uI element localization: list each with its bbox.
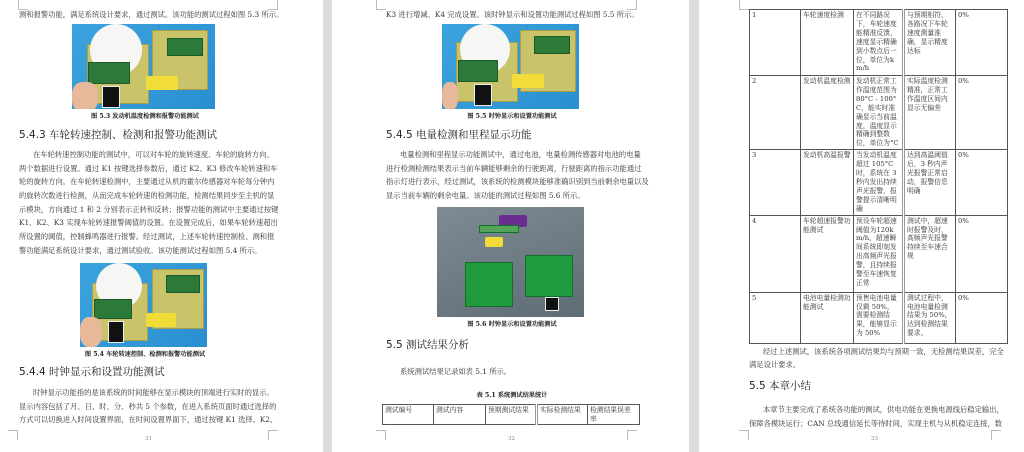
page-31 xyxy=(0,0,323,452)
text-line: 两个数据进行设置。通过 K1 按键选择参数后，通过 K2、K3 修改车轮转速和车 xyxy=(19,163,278,173)
text-line: 本章节主要完成了系统各功能的测试，供电功能在更换电源线后稳定输出， xyxy=(763,404,1004,414)
section-heading: 5.5 本章小结 xyxy=(749,379,812,392)
table-row xyxy=(750,150,1008,215)
page-gap xyxy=(323,0,332,452)
margin-corner xyxy=(376,0,386,10)
figure-5-5-photo xyxy=(442,24,579,109)
figure-5-6-photo xyxy=(437,207,584,317)
page-number: 32 xyxy=(508,436,515,442)
table-row xyxy=(750,292,1008,343)
figure-caption: 图 5.4 车轮转速控制、检测和报警功能测试 xyxy=(84,350,206,358)
figure-caption: 图 5.6 时钟显示和设置功能测试 xyxy=(467,320,557,328)
text-line: 满足设计要求。 xyxy=(749,360,801,370)
table-header-cell: 测试内容 xyxy=(434,404,486,425)
table-cell-id: 4 xyxy=(750,215,801,292)
table-row xyxy=(750,76,1008,150)
table-cell-error: 0% xyxy=(956,292,1008,343)
page-33-content xyxy=(749,0,1007,430)
table-cell-error: 0% xyxy=(956,76,1008,150)
paragraph xyxy=(386,148,649,203)
table-cell-actual: 测试过程中，电池电量检测结果为 50%，达到检测结果要求。 xyxy=(904,292,956,343)
paragraph xyxy=(19,386,278,427)
table-title: 表 5.1 系统测试结果统计 xyxy=(476,391,548,399)
text-line: 保障各模块运行；CAN 总线通信延长等待时间，实现主机与从机稳定连接，数 xyxy=(749,418,1003,428)
results-table-header xyxy=(382,404,640,426)
table-cell-error: 0% xyxy=(956,150,1008,215)
section-heading: 5.4.5 电量检测和里程显示功能 xyxy=(386,128,532,141)
body-text: 测和报警功能，满足系统设计要求，通过测试。该功能的测试过程如图 5.3 所示。 xyxy=(19,10,284,19)
table-cell-error: 0% xyxy=(956,10,1008,76)
margin-corner xyxy=(739,0,749,10)
table-cell-content: 发动机高温报警 xyxy=(801,150,854,215)
table-header-cell: 检测结果误差率 xyxy=(588,404,640,425)
table-cell-id: 2 xyxy=(750,76,801,150)
margin-corner xyxy=(268,430,278,440)
table-cell-content: 车轮超速报警功能测试 xyxy=(801,215,854,292)
section-heading: 5.5 测试结果分析 xyxy=(386,338,470,351)
page-31-content xyxy=(19,0,284,427)
page-33 xyxy=(699,0,1024,452)
table-cell-actual: 与预期相符，各路况下车轮速度测量准确，显示精度达标 xyxy=(904,10,956,76)
figure-5-4-photo xyxy=(80,263,207,347)
table-row xyxy=(750,215,1008,292)
results-table xyxy=(749,9,1008,344)
text-line: 示模块，方向通过 1 和 2 分别表示正转和反转；报警功能的测试中主要通过按键 xyxy=(19,204,279,214)
table-cell-content: 发动机温度检测 xyxy=(801,76,854,150)
page-32 xyxy=(332,0,689,452)
body-text: K3 进行增减、K4 完成设置。该时钟显示和设置功能测试过程如图 5.5 所示。 xyxy=(386,10,639,19)
table-row xyxy=(750,10,1008,76)
table-cell-expected: 预售电池电量仅剩 50%，需要检测结果，能够显示为 50% xyxy=(854,292,904,343)
table-header-cell: 预期测试结果 xyxy=(486,404,537,425)
table-cell-content: 电池电量检测功能测试 xyxy=(801,292,854,343)
figure-caption: 图 5.5 时钟显示和设置功能测试 xyxy=(467,112,557,120)
page-number: 33 xyxy=(871,436,878,442)
text-line: 显示内容包括了月、日、时、分、秒共 5 个参数，在进入系统页面时通过选择的 xyxy=(19,401,277,411)
text-line: 显示当前车辆的剩余电量。该功能的测试过程如图 5.6 所示。 xyxy=(386,191,585,201)
paragraph xyxy=(749,345,1007,372)
text-line: 经过上述测试，该系统各项测试结果均与预期一致，无检测结果误差，完全 xyxy=(763,346,1004,356)
table-header-cell: 测试编号 xyxy=(383,404,434,425)
table-cell-id: 3 xyxy=(750,150,801,215)
paragraph xyxy=(749,403,1007,430)
section-heading: 5.4.4 时钟显示和设置功能测试 xyxy=(19,365,165,378)
text-line: 所设置的阈值，控制蜂鸣器进行报警。经过测试，上述车轮转速控制检、测和报 xyxy=(19,232,275,242)
text-line: K1、K2、K3 实现车轮转速报警阈值的设置。在设置完成后，如果车轮转速超出 xyxy=(19,218,278,228)
table-cell-actual: 测试中，超速时报警及时，高频声光报警持续至车速合规 xyxy=(904,215,956,292)
page-32-content xyxy=(385,0,649,425)
table-cell-expected: 在不同路况下，车轮速度能精准反馈，速度显示精确到小数点后一位，单位为km/h xyxy=(854,10,904,76)
margin-corner xyxy=(627,430,637,440)
paragraph xyxy=(19,148,279,258)
table-cell-error: 0% xyxy=(956,215,1008,292)
page-number: 31 xyxy=(145,436,152,442)
text-line: 时钟显示功能指的是该系统的时间能够在显示模块的顶端进行实时的显示。 xyxy=(33,387,274,397)
text-line: 轮的旋转方向。在车轮转速检测中，主要通过从机的霍尔传感器对车轮每分钟内 xyxy=(19,177,275,187)
table-cell-actual: 达到高温阈值后，3 秒内声光报警正常启动，报警信息明确 xyxy=(904,150,956,215)
table-header-cell: 实际检测结果 xyxy=(537,404,588,425)
page-gap xyxy=(689,0,699,452)
text-line: 方式可以切换进入时间设置界面，在时间设置界面下，通过按键 K1 选择、K2、 xyxy=(19,415,278,425)
figure-5-3-photo xyxy=(72,24,215,109)
section-heading: 5.4.3 车轮转速控制、检测和报警功能测试 xyxy=(19,128,218,141)
text-line: 的旋转次数进行检测，从而完成车轮转速的检测功能，检测结果同步至主机的显 xyxy=(19,191,275,201)
margin-corner xyxy=(8,430,18,440)
table-cell-expected: 发动机正常工作温度范围为 80°C - 100°C，能实时准确显示当前温度，温度显示精确到整数位，单位为°C xyxy=(854,76,904,150)
text-line: 指示灯进行表示，经过测试，该系统的检测模块能够准确识别到当前剩余电量以及 xyxy=(386,177,649,187)
text-line: 电量检测和里程显示功能测试中，通过电池，电量检测传感器对电池的电量 xyxy=(400,149,641,159)
table-cell-id: 5 xyxy=(750,292,801,343)
text-line: 警功能满足系统设计要求，通过测试验收。该功能测试过程如图 5.4 所示。 xyxy=(19,245,262,255)
figure-caption: 图 5.3 发动机温度检测和报警功能测试 xyxy=(91,112,199,120)
table-cell-expected: 预设车轮超速阈值为120km/h，超速瞬间系统即刻发出高频声光报警，且持续报警至车速恢复正常 xyxy=(854,215,904,292)
text-line: 在车轮转速控制功能的测试中，可以对车轮的旋转速度、车轮的旋转方向、 xyxy=(33,149,274,159)
table-cell-expected: 当发动机温度超过 105°C 时，系统在 3 秒内发出持续声光报警，报警提示清晰明确 xyxy=(854,150,904,215)
margin-corner xyxy=(991,430,1001,440)
margin-corner xyxy=(376,430,386,440)
table-cell-actual: 实际温度检测精准，正常工作温度区间内显示无偏差 xyxy=(904,76,956,150)
margin-corner xyxy=(739,430,749,440)
text-line: 进行检测检测结果表示当前车辆能够剩余的行驶距离，行驶距离的指示功能通过 xyxy=(386,163,642,173)
table-cell-id: 1 xyxy=(750,10,801,76)
body-text: 系统测试结果记录如表 5.1 所示。 xyxy=(400,366,512,376)
table-cell-content: 车轮速度检测 xyxy=(801,10,854,76)
